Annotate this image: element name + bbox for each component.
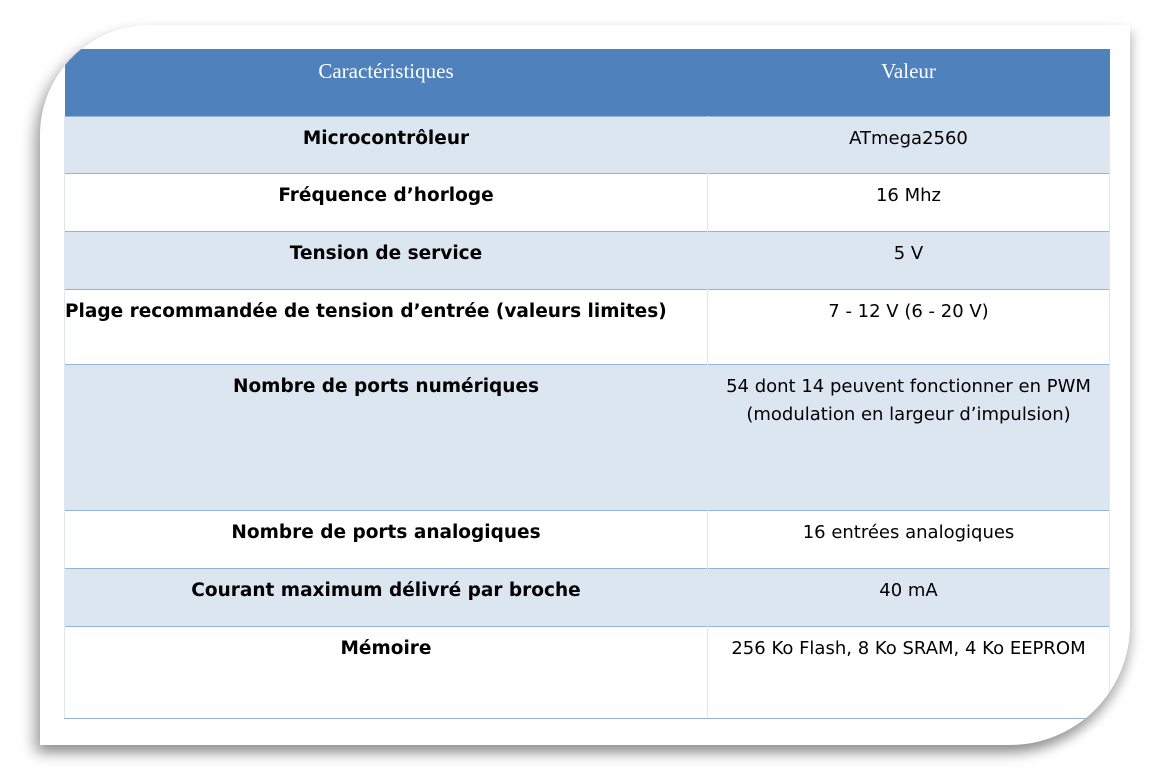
- header-characteristic: Caractéristiques: [65, 49, 708, 117]
- row-label: Nombre de ports numériques: [65, 365, 708, 511]
- header-value: Valeur: [708, 49, 1110, 117]
- table-row: [65, 174, 1110, 232]
- row-label: Fréquence d’horloge: [65, 174, 708, 232]
- row-label: Mémoire: [65, 627, 708, 719]
- row-label: Courant maximum délivré par broche: [65, 569, 708, 627]
- row-value: 256 Ko Flash, 8 Ko SRAM, 4 Ko EEPROM: [708, 627, 1110, 719]
- row-value: 40 mA: [708, 569, 1110, 627]
- row-value: 5 V: [708, 232, 1110, 290]
- table-row: [65, 290, 1110, 365]
- table-row: [65, 627, 1110, 719]
- row-value: 7 - 12 V (6 - 20 V): [708, 290, 1110, 365]
- row-label: Tension de service: [65, 232, 708, 290]
- table-row: [65, 511, 1110, 569]
- table-row: [65, 232, 1110, 290]
- row-value: 54 dont 14 peuvent fonctionner en PWM (modulation en largeur d’impulsion): [708, 365, 1110, 511]
- row-label: Microcontrôleur: [65, 117, 708, 174]
- row-label: Plage recommandée de tension d’entrée (valeurs limites): [65, 290, 708, 365]
- table-row: [65, 365, 1110, 511]
- row-value: 16 Mhz: [708, 174, 1110, 232]
- row-value: 16 entrées analogiques: [708, 511, 1110, 569]
- table-row: [65, 569, 1110, 627]
- row-label: Nombre de ports analogiques: [65, 511, 708, 569]
- table-card: [40, 25, 1130, 745]
- specifications-table: [64, 49, 1110, 719]
- row-value: ATmega2560: [708, 117, 1110, 174]
- table-row: [65, 117, 1110, 174]
- table-header-row: [65, 49, 1110, 117]
